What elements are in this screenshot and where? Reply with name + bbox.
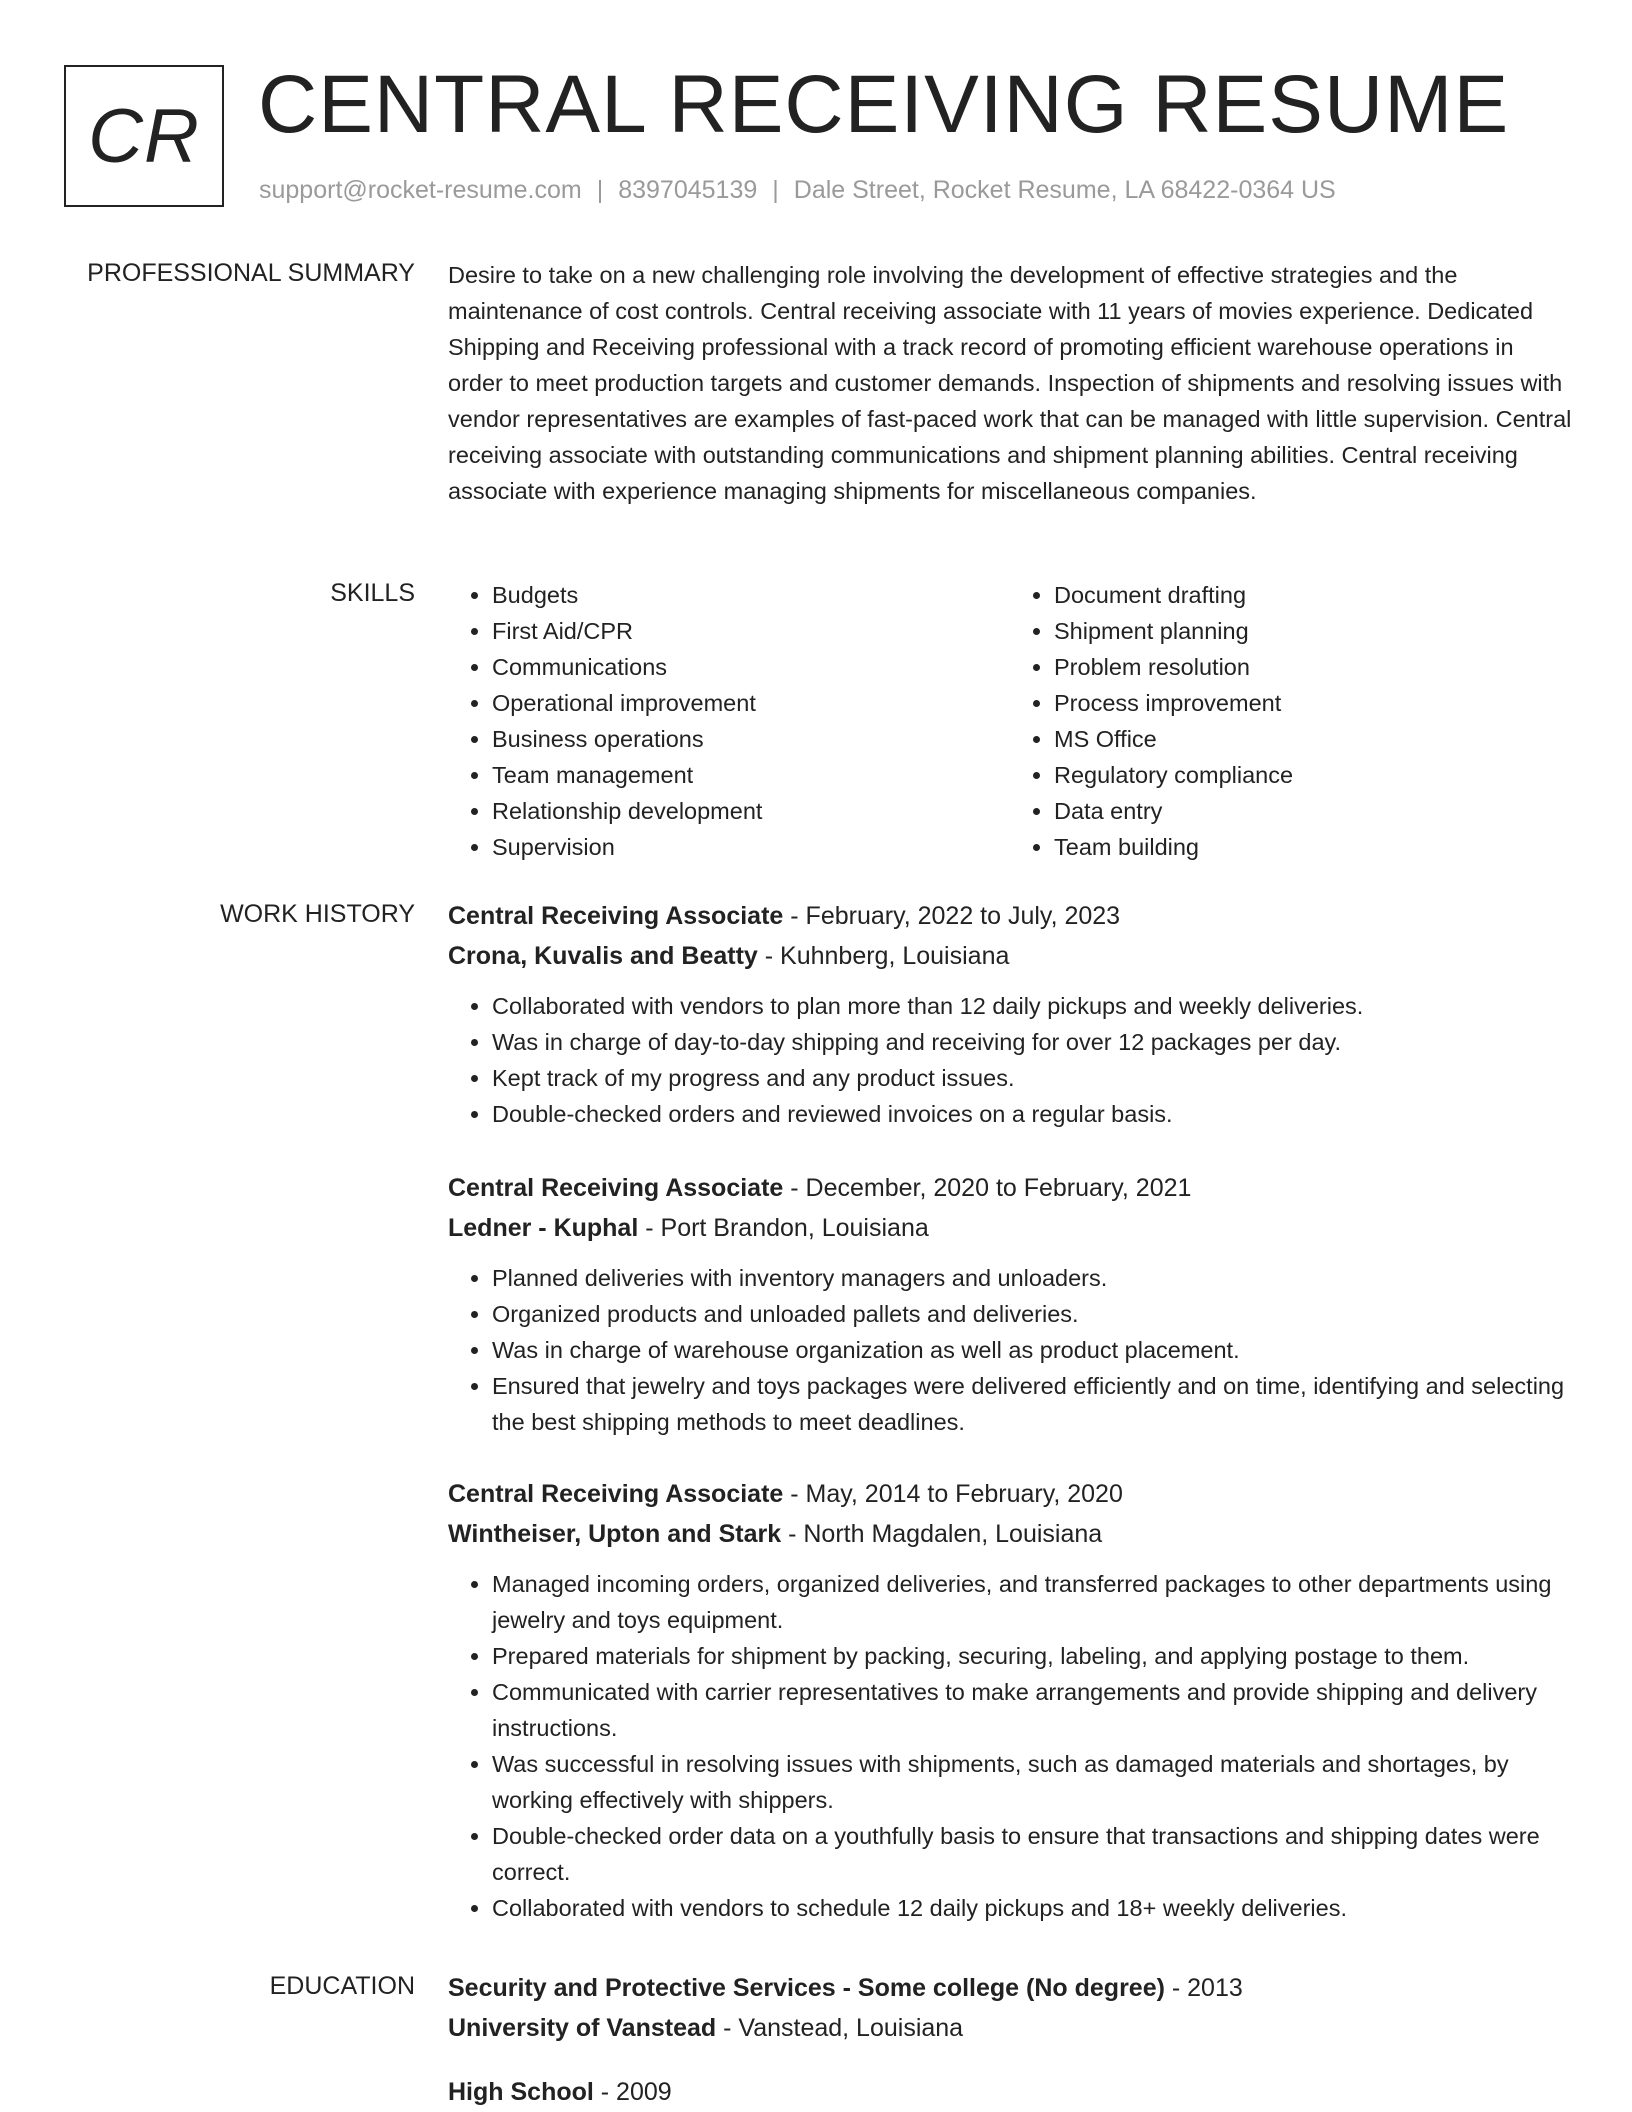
job-title-line (448, 896, 1572, 936)
job-entry (448, 896, 1572, 1132)
job-bullet: • Organized products and unloaded pallets and deliveries. (492, 1296, 1572, 1332)
skill-item: • Process improvement (1054, 685, 1572, 721)
contact-phone: 8397045139 (618, 176, 758, 204)
job-location: - Port Brandon, Louisiana (638, 1214, 929, 1242)
skill-item: • Relationship development (492, 793, 1010, 829)
job-bullets (448, 1260, 1572, 1440)
resume-title: CENTRAL RECEIVING RESUME (258, 59, 1510, 150)
skill-item: • First Aid/CPR (492, 613, 1010, 649)
skill-item: • Document drafting (1054, 577, 1572, 613)
education-degree-line (448, 2072, 1572, 2112)
education-year: - 2013 (1164, 1974, 1243, 2002)
skill-item: • MS Office (1054, 721, 1572, 757)
job-title: Central Receiving Associate (448, 902, 784, 930)
job-company: Wintheiser, Upton and Stark (448, 1520, 782, 1548)
job-bullet: • Communicated with carrier representatives to make arrangements and provide shipping and delivery instructions. (492, 1674, 1572, 1746)
skill-item: • Team building (1054, 829, 1572, 865)
job-bullet: • Prepared materials for shipment by packing, securing, labeling, and applying postage to them. (492, 1638, 1572, 1674)
contact-address: Dale Street, Rocket Resume, LA 68422-0364 US (793, 176, 1336, 204)
education-degree: High School (448, 2078, 594, 2106)
contact-email: support@rocket-resume.com (259, 176, 582, 204)
job-location: - North Magdalen, Louisiana (781, 1520, 1103, 1548)
skill-item: • Shipment planning (1054, 613, 1572, 649)
job-dates: - December, 2020 to February, 2021 (783, 1174, 1192, 1202)
education-school-line (448, 2008, 1572, 2048)
education-entry (448, 1968, 1572, 2048)
job-entry (448, 1474, 1572, 1926)
job-bullet: • Double-checked order data on a youthfully basis to ensure that transactions and shipping dates were correct. (492, 1818, 1572, 1890)
summary-text: Desire to take on a new challenging role involving the development of effective strategies and the maintenance of cost controls. Central receiving associate with 11 years of movies experience. Dedicated Shipping and Receiving professional with a track record of promoting efficient warehouse operations in order to meet production targets and customer demands. Inspection of shipments and resolving issues with vendor representatives are examples of fast-paced work that can be managed with little supervision. Central receiving associate with outstanding communications and shipment planning abilities. Central receiving associate with experience managing shipments for miscellaneous companies. (448, 262, 1572, 504)
contact-separator: | (596, 176, 604, 204)
job-title-line (448, 1474, 1572, 1514)
contact-line (259, 176, 1336, 205)
skill-item: • Team management (492, 757, 1010, 793)
skills-list-left (448, 577, 1010, 865)
education-year: - 2009 (593, 2078, 672, 2106)
job-bullets (448, 1566, 1572, 1926)
job-company-line (448, 1208, 1572, 1248)
skills-list-right (1010, 577, 1572, 865)
job-bullet: • Was in charge of warehouse organization as well as product placement. (492, 1332, 1572, 1368)
job-company: Crona, Kuvalis and Beatty (448, 942, 758, 970)
monogram-text: CR (88, 93, 200, 179)
job-bullet: • Collaborated with vendors to schedule 12 daily pickups and 18+ weekly deliveries. (492, 1890, 1572, 1926)
job-location: - Kuhnberg, Louisiana (757, 942, 1010, 970)
section-heading-work: WORK HISTORY (220, 900, 415, 928)
job-bullet: • Planned deliveries with inventory managers and unloaders. (492, 1260, 1572, 1296)
job-bullet: • Ensured that jewelry and toys packages were delivered efficiently and on time, identifying and selecting the best shipping methods to meet deadlines. (492, 1368, 1572, 1440)
education-degree: Security and Protective Services - Some college (No degree) (448, 1974, 1165, 2002)
job-bullet: • Managed incoming orders, organized deliveries, and transferred packages to other departments using jewelry and toys equipment. (492, 1566, 1572, 1638)
contact-separator: | (772, 176, 779, 204)
job-dates: - May, 2014 to February, 2020 (783, 1480, 1123, 1508)
section-heading-skills: SKILLS (330, 579, 415, 607)
education-location: - Vanstead, Louisiana (716, 2014, 964, 2042)
skill-item: • Business operations (492, 721, 1010, 757)
job-dates: - February, 2022 to July, 2023 (783, 902, 1121, 930)
education-degree-line (448, 1968, 1572, 2008)
skill-item: • Data entry (1054, 793, 1572, 829)
section-heading-education: EDUCATION (269, 1972, 415, 2000)
job-title: Central Receiving Associate (448, 1480, 784, 1508)
job-entry (448, 1168, 1572, 1440)
job-company: Ledner - Kuphal (448, 1214, 639, 1242)
section-heading-summary: PROFESSIONAL SUMMARY (87, 259, 415, 287)
job-title: Central Receiving Associate (448, 1174, 784, 1202)
job-bullet: • Collaborated with vendors to plan more than 12 daily pickups and weekly deliveries. (492, 988, 1572, 1024)
skill-item: • Regulatory compliance (1054, 757, 1572, 793)
job-bullets (448, 988, 1572, 1132)
education-school: University of Vanstead (448, 2014, 717, 2042)
job-bullet: • Was successful in resolving issues with shipments, such as damaged materials and shortages, by working effectively with shippers. (492, 1746, 1572, 1818)
skill-item: • Communications (492, 649, 1010, 685)
skill-item: • Operational improvement (492, 685, 1010, 721)
education-entry (448, 2072, 1572, 2112)
job-bullet: • Double-checked orders and reviewed invoices on a regular basis. (492, 1096, 1572, 1132)
monogram-badge (64, 65, 224, 207)
job-company-line (448, 1514, 1572, 1554)
job-title-line (448, 1168, 1572, 1208)
skill-item: • Supervision (492, 829, 1010, 865)
job-bullet: • Kept track of my progress and any product issues. (492, 1060, 1572, 1096)
skill-item: • Problem resolution (1054, 649, 1572, 685)
job-company-line (448, 936, 1572, 976)
job-bullet: • Was in charge of day-to-day shipping and receiving for over 12 packages per day. (492, 1024, 1572, 1060)
skill-item: • Budgets (492, 577, 1010, 613)
